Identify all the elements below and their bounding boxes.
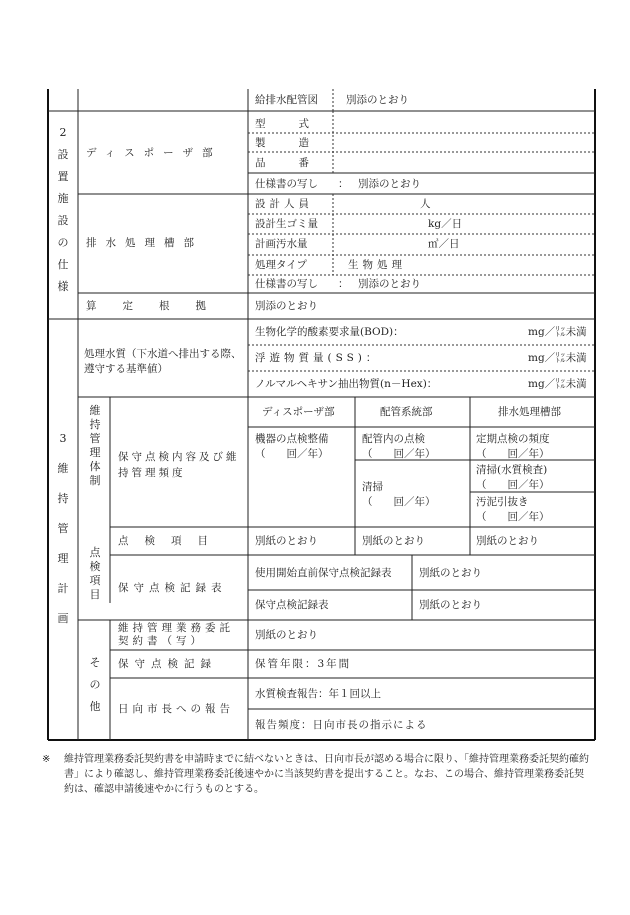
contract-value: 別紙のとおり (255, 629, 318, 641)
tank-item: 定期点検の頻度 (476, 433, 550, 445)
quality-ss-unit: mg／㍑未満 (528, 352, 587, 364)
header-disposer: ディスポーザ部 (262, 406, 335, 418)
tank-row-label: 計画汚水量 (255, 238, 308, 250)
record-keep-label: 保守点検記録 (118, 658, 217, 670)
report-row: 報告頻度：日向市長の指示による (255, 719, 428, 731)
tank-row-label: 設計生ゴミ量 (255, 218, 318, 230)
record-label: 保守点検記録表 (255, 599, 329, 611)
quality-ss-label: 浮遊物質量(SS)： (255, 352, 381, 364)
quality-bod-label: 生物化学的酸素要求量(BOD)： (255, 326, 404, 338)
disposer-item: （ 回／年） (255, 448, 329, 460)
disposer-field-number: 品 番 (255, 157, 313, 169)
disposer-item: 機器の点検整備 (255, 433, 329, 445)
inspection-item-value: 別紙のとおり (362, 535, 425, 547)
quality-hex-unit: mg／㍑未満 (528, 378, 587, 390)
tank-row-value: 人 (420, 198, 431, 210)
basis-value: 別添のとおり (255, 300, 318, 312)
header-piping: 配管系統部 (380, 406, 433, 418)
plumbing-value: 別添のとおり (346, 94, 409, 106)
quality-bod-unit: mg／㍑未満 (528, 326, 587, 338)
section-3-title: 3 維 持 管 理 計 画 (57, 432, 69, 625)
piping-item: （ 回／年） (362, 448, 436, 460)
disposer-spec-value: 別添のとおり (358, 178, 421, 190)
inspection-items-label: 点検項目 (118, 535, 224, 547)
contract-label: 維持管理業務委託契約書（写） (118, 622, 234, 647)
quality-hex-label: ノルマルヘキサン抽出物質(n－Hex)： (255, 378, 438, 390)
tank-item: （ 回／年） (476, 511, 550, 523)
records-label: 保守点検記録表 (118, 582, 227, 594)
disposer-label: ディスポーザ部 (86, 147, 222, 159)
record-label: 使用開始直前保守点検記録表 (255, 567, 392, 579)
tank-row-value: 生物処理 (348, 259, 406, 271)
section-2-title: 2 設 置 施 設 の 仕 様 (57, 126, 69, 293)
record-value: 別紙のとおり (419, 567, 482, 579)
tank-label: 排水処理槽部 (86, 237, 203, 249)
record-value: 別紙のとおり (419, 599, 482, 611)
tank-item: 清掃(水質検査) (476, 464, 548, 476)
basis-label: 算定根拠 (86, 300, 232, 312)
tank-spec-sep: ： (338, 278, 349, 290)
footnote-text: 維持管理業務委託契約書を申請時までに結べないときは、日向市長が認める場合に限り、「維持管理業務委託契約確約書」により確認し、維持管理業務委託後速やかに当該契約書を提出すること。なお、この場合、維持管理業務委託契約は、確認申請後速やかに行うものとする。 (64, 754, 589, 795)
inspection-label: 点 検 項 目 (89, 546, 101, 601)
header-tank: 排水処理槽部 (498, 406, 561, 418)
inspection-item-value: 別紙のとおり (255, 535, 318, 547)
disposer-spec-sep: ： (338, 178, 349, 190)
quality-label: 処理水質（下水道へ排出する際、遵守する基準値） (84, 348, 242, 375)
tank-row-label: 設計人員 (255, 198, 313, 210)
tank-row-label: 処理タイプ (255, 259, 307, 271)
inspection-item-value: 別紙のとおり (476, 535, 539, 547)
tank-row-value: kg／日 (428, 218, 463, 230)
piping-item: 配管内の点検 (362, 433, 425, 445)
other-label: そ の 他 (89, 656, 101, 713)
report-row: 水質検査報告：年１回以上 (255, 688, 381, 700)
tank-item: （ 回／年） (476, 448, 550, 460)
disposer-spec-label: 仕様書の写し (255, 178, 318, 190)
disposer-field-model: 型 式 (255, 118, 313, 130)
piping-item: 清掃 (362, 481, 383, 493)
frequency-label: 保守点検内容及び維持管理頻度 (118, 451, 240, 479)
piping-item: （ 回／年） (362, 496, 436, 508)
plumbing-label: 給排水配管図 (255, 94, 318, 106)
disposer-field-maker: 製 造 (255, 137, 313, 149)
record-keep-value: 保管年限：3年間 (255, 658, 352, 670)
footnote-mark: ※ (42, 754, 51, 765)
tank-spec-value: 別添のとおり (358, 278, 421, 290)
tank-item: 汚泥引抜き (476, 496, 529, 508)
tank-item: （ 回／年） (476, 479, 550, 491)
report-label: 日向市長への報告 (118, 703, 234, 715)
tank-spec-label: 仕様書の写し (255, 278, 318, 290)
system-label: 維 持 管 理 体 制 (89, 404, 101, 487)
tank-row-value: ㎥／日 (428, 238, 460, 250)
